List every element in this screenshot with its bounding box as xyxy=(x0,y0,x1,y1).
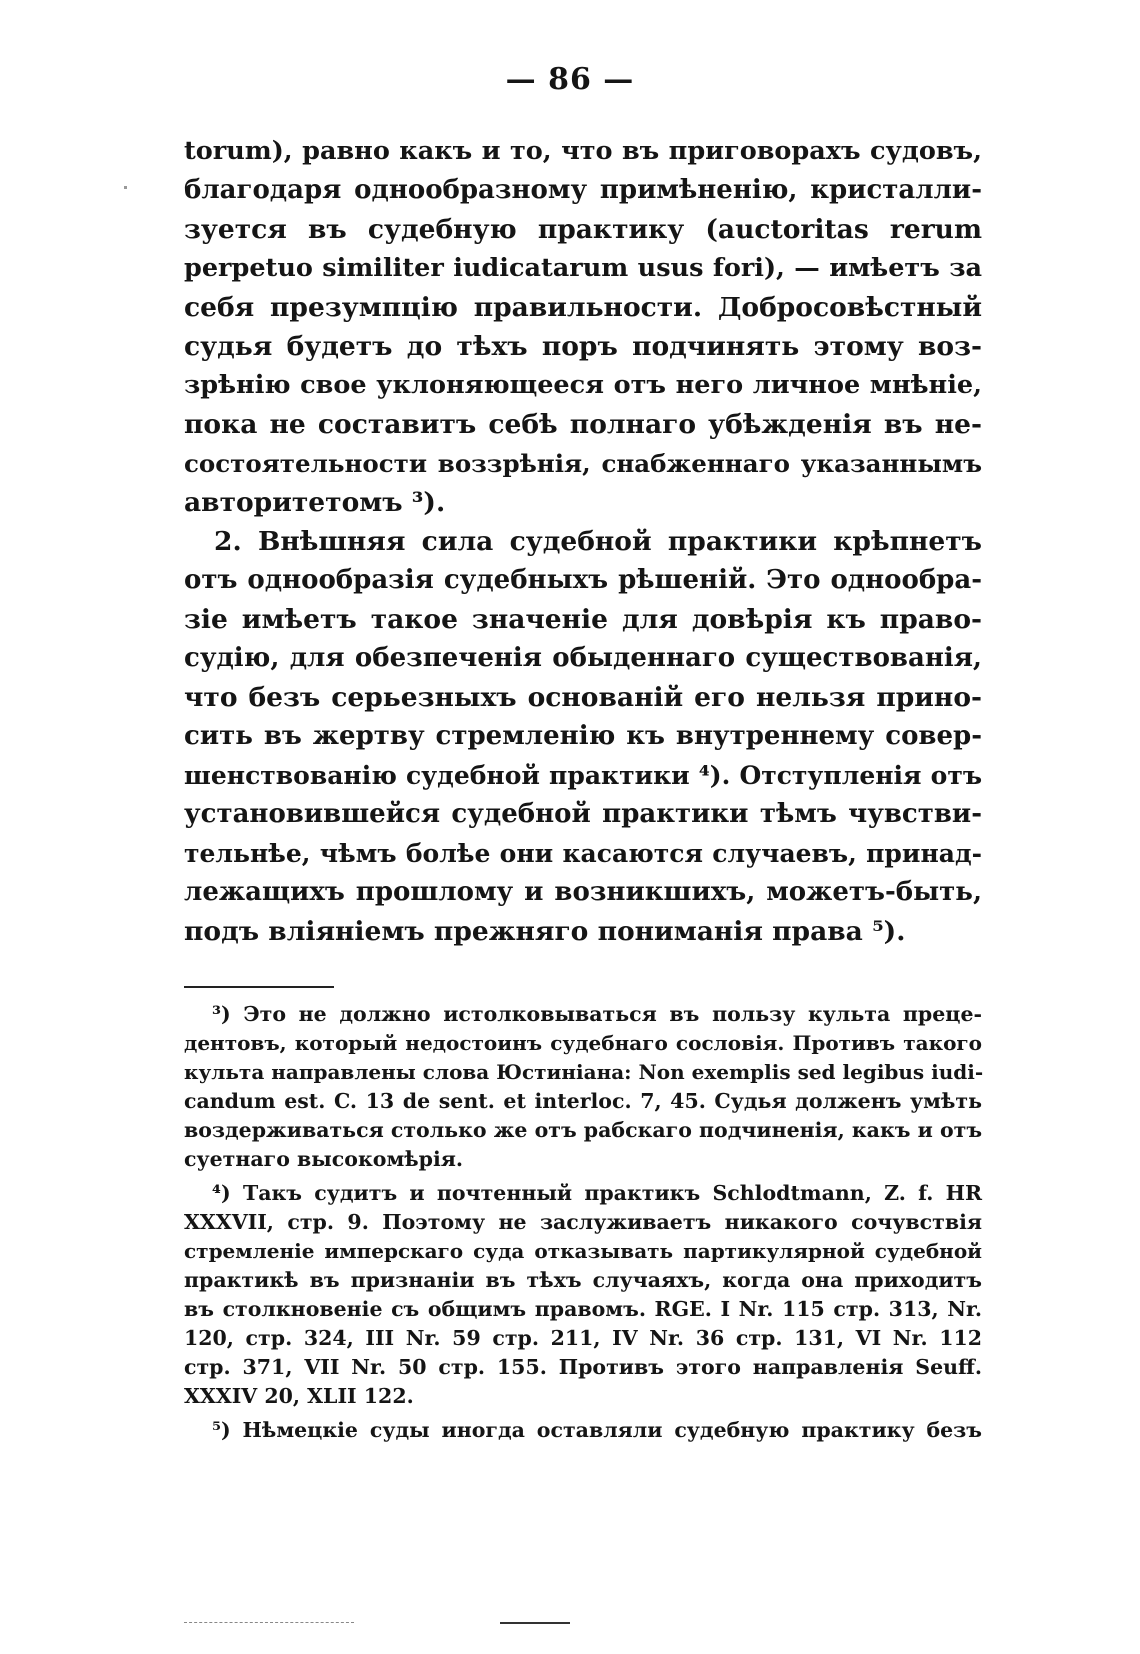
text-line: авторитетомъ ³). xyxy=(184,487,446,518)
text-line: себя презумпцію правильности. Добросовѣстный xyxy=(184,292,982,323)
footnote-line: культа направлены слова Юстиніана: Non exemplis sed legibus iudi- xyxy=(184,1060,984,1084)
footnote-line: ⁵) Нѣмецкіе суды иногда оставляли судебную практику безъ xyxy=(212,1418,982,1442)
text-line: судію, для обезпеченія обыденнаго существованія, xyxy=(184,643,982,673)
text-line: пока не составитъ себѣ полнаго убѣжденія въ не- xyxy=(184,409,982,440)
text-line: perpetuo similiter iudicatarum usus fori), — имѣетъ за xyxy=(184,253,982,283)
footnote-line: candum est. C. 13 de sent. et interloc. 7, 45. Судья долженъ умѣть xyxy=(184,1089,982,1113)
text-line: подъ вліяніемъ прежняго пониманія права ⁵). xyxy=(184,916,906,947)
text-line: лежащихъ прошлому и возникшихъ, можетъ-быть, xyxy=(184,877,982,907)
text-line: состоятельности воззрѣнія, снабженнаго указаннымъ xyxy=(184,449,982,478)
footnote-line: XXXIV 20, XLII 122. xyxy=(184,1384,414,1408)
footnote-line: стр. 371, VII Nr. 50 стр. 155. Противъ этого направленія Seuff. xyxy=(184,1355,982,1379)
footnote-line: ⁴) Такъ судитъ и почтенный практикъ Schlodtmann, Z. f. HR xyxy=(212,1181,982,1205)
footnote-line: воздерживаться столько же отъ рабскаго подчиненія, какъ и отъ xyxy=(184,1118,983,1142)
footnote-line: дентовъ, который недостоинъ судебнаго сословія. Противъ такого xyxy=(184,1031,982,1055)
main-text xyxy=(184,132,982,951)
text-line: зіе имѣетъ такое значеніе для довѣрія къ право- xyxy=(184,604,982,635)
text-line: благодаря однообразному примѣненію, кристалли- xyxy=(184,175,982,205)
page-number: — 86 — xyxy=(505,62,635,97)
text-line: шенствованію судебной практики ⁴). Отступленія отъ xyxy=(184,761,982,790)
text-line: что безъ серьезныхъ основаній его нельзя прино- xyxy=(184,682,982,713)
text-line: зрѣнію свое уклоняющееся отъ него личное мнѣніе, xyxy=(184,370,982,400)
text-line: torum), равно какъ и то, что въ приговорахъ судовъ, xyxy=(184,136,982,166)
margin-speck xyxy=(124,186,127,189)
bottom-scan-mark xyxy=(184,1622,354,1623)
text-line: 2. Внѣшняя сила судебной практики крѣпнетъ xyxy=(214,526,982,557)
text-line: судья будетъ до тѣхъ поръ подчинять этому воз- xyxy=(184,331,982,362)
footnote-line: суетнаго высокомѣрія. xyxy=(184,1147,464,1171)
text-line: отъ однообразія судебныхъ рѣшеній. Это однообра- xyxy=(184,565,982,595)
text-line: зуется въ судебную практику (auctoritas rerum xyxy=(184,214,982,245)
footnote-line: 120, стр. 324, III Nr. 59 стр. 211, IV Nr. 36 стр. 131, VI Nr. 112 xyxy=(184,1326,982,1350)
footnote-line: стремленіе имперскаго суда отказывать партикулярной судебной xyxy=(184,1239,982,1263)
footnote-separator xyxy=(184,986,334,988)
text-line: установившейся судебной практики тѣмъ чувстви- xyxy=(184,799,982,829)
footnote-line: XXXVII, стр. 9. Поэтому не заслуживаетъ никакого сочувствія xyxy=(184,1210,982,1234)
footnote-line: въ столкновеніе съ общимъ правомъ. RGE. I Nr. 115 стр. 313, Nr. xyxy=(184,1297,982,1321)
footnotes xyxy=(184,1000,982,1445)
footnote-line: практикѣ въ признаніи въ тѣхъ случаяхъ, когда она приходитъ xyxy=(184,1268,982,1292)
bottom-rule xyxy=(500,1622,570,1624)
text-line: тельнѣе, чѣмъ болѣе они касаются случаевъ, принад- xyxy=(184,839,982,868)
footnote-line: ³) Это не должно истолковываться въ пользу культа преце- xyxy=(212,1002,982,1026)
text-line: сить въ жертву стремленію къ внутреннему совер- xyxy=(184,721,982,751)
